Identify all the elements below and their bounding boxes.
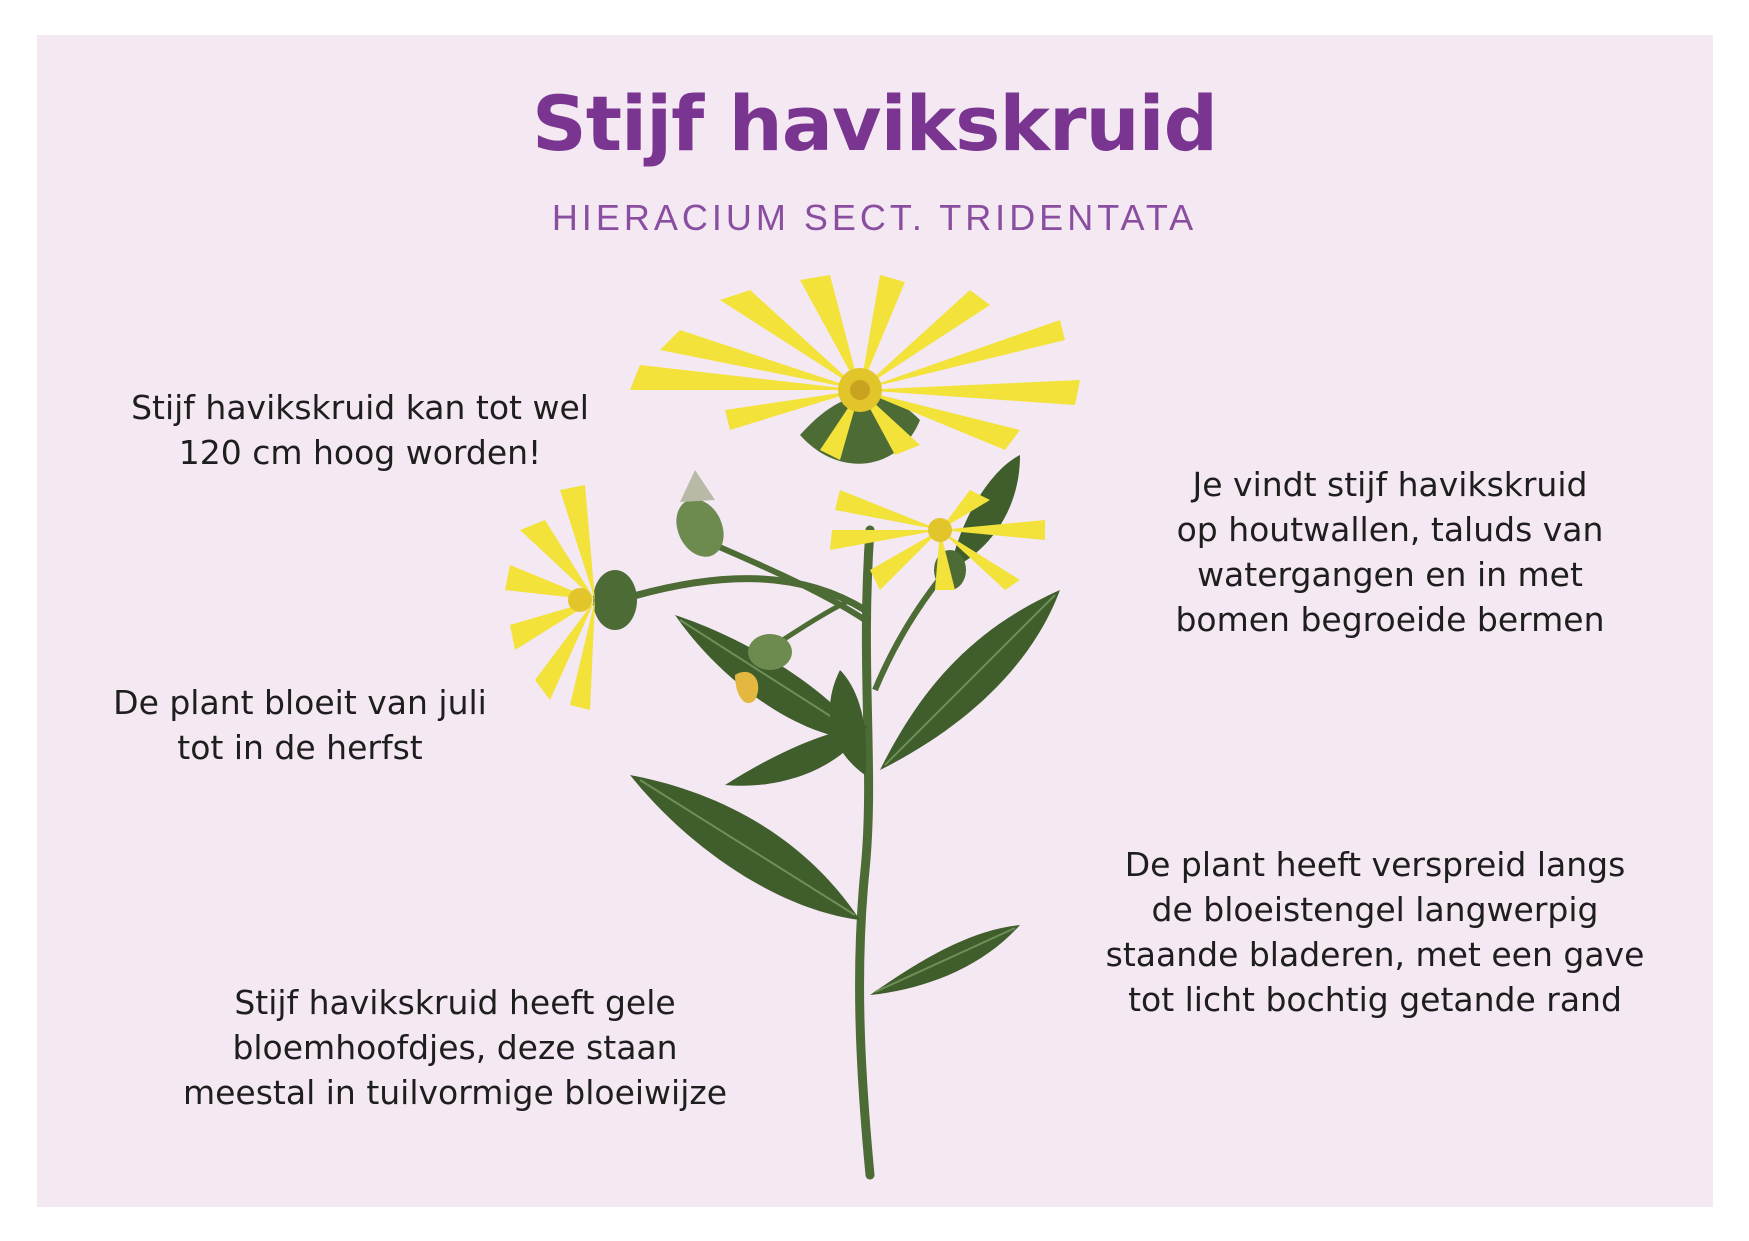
fact-bloom: De plant bloeit van juli tot in de herfst [113, 683, 487, 767]
fact-flowers: Stijf havikskruid heeft gele bloemhoofdjes, deze staan meestal in tuilvormige bloeiwijze [182, 983, 728, 1112]
fact-height: Stijf havikskruid kan tot wel 120 cm hoog worden! [131, 388, 589, 472]
leaf-lower-left [630, 775, 860, 920]
scientific-name: HIERACIUM SECT. TRIDENTATA [551, 197, 1198, 238]
leaf-mid-center [830, 670, 866, 775]
fact-leaves: De plant heeft verspreid langs de bloeistengel langwerpig staande bladeren, met een gave tot licht bochtig getande rand [1105, 845, 1645, 1019]
fact-habitat: Je vindt stijf havikskruid op houtwallen, taluds van watergangen en in met bomen begroeide bermen [1175, 465, 1605, 639]
flower-right [830, 490, 1045, 590]
side-stem-left [620, 579, 865, 610]
page-title: Stijf havikskruid [531, 79, 1218, 168]
flower-top [630, 275, 1080, 464]
leaf-lower-right [870, 925, 1020, 995]
main-stem [860, 530, 870, 1175]
hawkweed-plant-illustration [500, 270, 1140, 1180]
flower-left [505, 485, 637, 710]
leaf-mid-right [880, 590, 1060, 770]
